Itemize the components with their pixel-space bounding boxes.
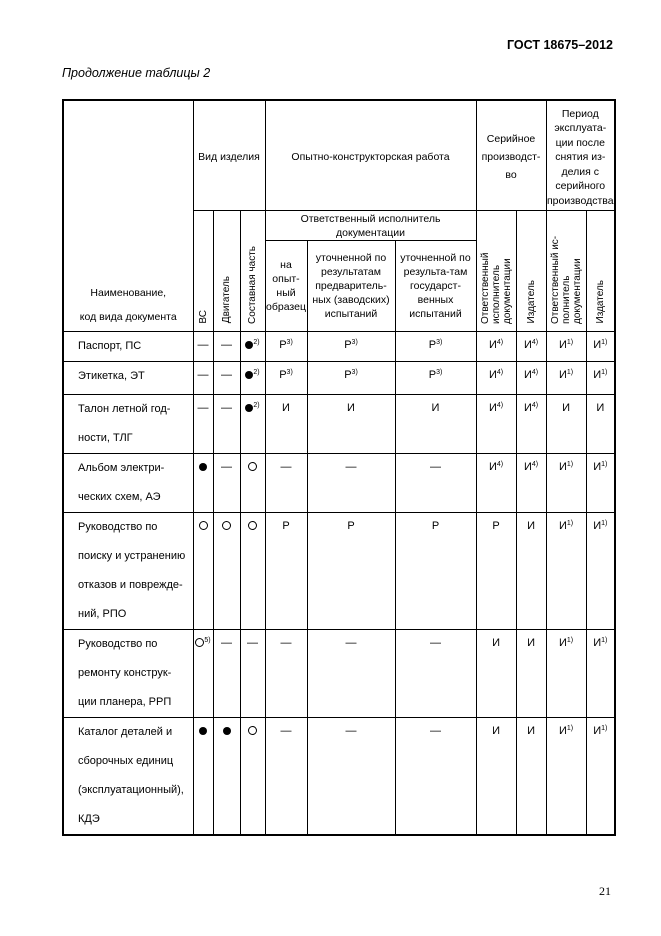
header-component: Составная часть [240,210,265,331]
row-cell [265,361,307,394]
cell-value: И [558,724,567,737]
footnote-ref: 4) [496,338,504,346]
row-cell [213,453,240,512]
footnote-ref: 1) [601,460,608,468]
row-cell [193,394,213,453]
cell-value: И [347,401,355,414]
header-ocr: Опытно-конструкторская работа [265,100,476,210]
footnote-ref: 4) [531,401,539,409]
row-cell [240,717,265,835]
cell-value: — [280,636,292,649]
row-cell [193,512,213,629]
cell-value: — [345,460,357,473]
row-cell [476,453,516,512]
cell-value: И [523,401,532,414]
row-cell [240,331,265,361]
header-vs: ВС [193,210,213,331]
cell-value: Р [428,368,437,381]
row-cell [476,629,516,717]
row-cell [586,361,615,394]
footnote-ref: 4) [531,338,539,346]
row-cell [213,717,240,835]
cell-value: И [488,460,497,473]
row-cell [307,361,395,394]
table-row [63,331,615,361]
row-cell [213,512,240,629]
cell-value: — [221,636,232,649]
row-cell [307,453,395,512]
cell-value: — [221,368,232,381]
cell-value: И [593,338,602,351]
footnote-ref: 3) [351,368,358,376]
row-cell [213,394,240,453]
header-serial-publisher: Издатель [516,210,546,331]
cell-value: Р [347,519,355,532]
footnote-ref: 4) [531,368,539,376]
row-cell [516,331,546,361]
row-cell [516,512,546,629]
row-cell [586,453,615,512]
footnote-ref: 4) [531,460,539,468]
footnote-ref: 3) [436,368,443,376]
cell-value: И [523,460,532,473]
footnote-ref: 1) [601,724,608,732]
row-cell [213,361,240,394]
empty-circle-icon [199,521,208,530]
row-cell [395,629,476,717]
row-cell [586,331,615,361]
row-name: Этикетка, ЭТ [63,361,193,394]
row-cell [395,512,476,629]
footnote-ref: 1) [566,368,574,376]
row-cell [240,453,265,512]
row-cell [240,394,265,453]
cell-value: Р [492,519,500,532]
cell-value: И [558,368,567,381]
cell-value: И [527,636,535,649]
documents-table [62,99,616,836]
row-cell [193,453,213,512]
row-cell [240,629,265,717]
footnote-ref: 4) [496,368,504,376]
footnote-ref: 1) [601,636,608,644]
cell-value: И [527,519,535,532]
footnote-ref: 4) [496,401,504,409]
cell-value: И [523,338,532,351]
cell-value: И [492,636,500,649]
cell-value: И [488,368,497,381]
footnote-ref: 1) [601,519,608,527]
row-cell [516,394,546,453]
row-cell [213,331,240,361]
footnote-ref: 1) [566,636,574,644]
cell-value: — [197,401,209,414]
row-cell [265,512,307,629]
row-name: Руководство по ремонту конструк- ции планера, РРП [63,629,193,717]
cell-value: И [562,401,570,414]
row-cell [265,453,307,512]
standard-number: ГОСТ 18675–2012 [507,38,613,52]
cell-value: Р [282,519,290,532]
row-cell [546,453,586,512]
cell-value: — [221,338,232,351]
row-cell [476,361,516,394]
header-state-tests: уточненной по результа-там государст-венных испытаний [395,240,476,331]
row-cell [516,453,546,512]
cell-value: И [558,636,567,649]
table-row [63,512,615,629]
row-cell [193,629,213,717]
footnote-ref: 1) [601,338,608,346]
row-cell [193,717,213,835]
cell-value: И [593,519,602,532]
cell-value: И [523,368,532,381]
row-cell [546,512,586,629]
footnote-ref: 4) [496,460,504,468]
cell-value: И [593,636,602,649]
row-name: Паспорт, ПС [63,331,193,361]
cell-value: Р [344,368,352,381]
row-cell [395,394,476,453]
cell-value: — [221,401,232,414]
row-cell [265,629,307,717]
header-serial-responsible: Ответственный исполнитель документации [476,210,516,331]
cell-value: — [430,724,441,737]
table-continuation-caption: Продолжение таблицы 2 [62,66,211,80]
footnote-ref: 1) [566,338,574,346]
row-cell [395,717,476,835]
header-operation-responsible: Ответственный ис-полнитель документации [546,210,586,331]
cell-value: И [431,401,440,414]
row-cell [307,394,395,453]
row-cell [586,717,615,835]
row-cell [476,717,516,835]
row-cell [395,361,476,394]
cell-value: И [527,724,535,737]
row-name: Каталог деталей и сборочных единиц (эксплуатационный), КДЭ [63,717,193,835]
header-factory-tests: уточненной по результатам предваритель-ных (заводских) испытаний [307,240,395,331]
cell-value: — [197,368,209,381]
cell-value: И [558,338,567,351]
empty-circle-icon [248,726,257,735]
cell-value: И [492,724,500,737]
row-cell [586,394,615,453]
footnote-ref: 3) [351,338,358,346]
header-operation-publisher: Издатель [586,210,615,331]
footnote-ref: 1) [566,724,574,732]
row-cell [546,331,586,361]
footnote-ref: 3) [286,368,293,376]
footnote-ref: 1) [566,519,574,527]
row-cell [395,453,476,512]
table-row [63,394,615,453]
page-number: 21 [599,884,611,898]
table-row [63,453,615,512]
row-name: Альбом электри- ческих схем, АЭ [63,453,193,512]
filled-circle-icon [223,727,231,735]
footnote-ref: 3) [436,338,443,346]
row-cell [546,629,586,717]
row-cell [193,331,213,361]
filled-circle-icon [199,463,207,471]
row-cell [586,512,615,629]
table-row [63,361,615,394]
cell-value: Р [431,519,440,532]
cell-value: — [280,724,292,737]
row-name: Руководство по поиску и устранению отказов и поврежде- ний, РПО [63,512,193,629]
row-cell [265,331,307,361]
cell-value: — [345,636,357,649]
table-row [63,629,615,717]
row-cell [546,394,586,453]
empty-circle-icon [248,462,257,471]
cell-value: — [280,460,292,473]
header-serial: Серийное производст-во [476,100,546,210]
cell-value: Р [279,338,287,351]
cell-value: И [488,338,497,351]
row-cell [586,629,615,717]
header-prototype: на опыт-ный образец [265,240,307,331]
cell-value: И [596,401,605,414]
cell-value: — [345,724,357,737]
row-cell [240,361,265,394]
header-engine: Двигатель [213,210,240,331]
footnote-ref: 2) [253,401,260,409]
cell-value: Р [279,368,287,381]
row-cell [546,717,586,835]
footnote-ref: 1) [566,460,574,468]
row-cell [307,331,395,361]
header-operation: Период эксплуата-ции после снятия из-делия с серийного производства [546,100,615,210]
footnote-ref: 3) [286,338,293,346]
row-cell [265,717,307,835]
row-cell [193,361,213,394]
cell-value: — [430,636,441,649]
footnote-ref: 1) [601,368,608,376]
empty-circle-icon [222,521,231,530]
cell-value: Р [428,338,437,351]
footnote-ref: 2) [253,368,260,376]
cell-value: И [488,401,497,414]
cell-value: Р [344,338,352,351]
cell-value: — [221,460,232,473]
header-product-type: Вид изделия [193,100,265,210]
cell-value: И [593,460,602,473]
row-cell [213,629,240,717]
row-cell [546,361,586,394]
footnote-ref: 2) [253,338,260,346]
row-cell [476,512,516,629]
cell-value: И [558,519,567,532]
row-cell [476,331,516,361]
row-cell [516,629,546,717]
cell-value: И [593,368,602,381]
cell-value: И [593,724,602,737]
row-cell [307,717,395,835]
filled-circle-icon [199,727,207,735]
cell-value: И [558,460,567,473]
cell-value: И [282,401,290,414]
row-name: Талон летной год- ности, ТЛГ [63,394,193,453]
cell-value: — [197,338,209,351]
cell-value: — [430,460,441,473]
row-cell [516,717,546,835]
row-cell [307,629,395,717]
row-cell [240,512,265,629]
row-cell [395,331,476,361]
empty-circle-icon [248,521,257,530]
row-cell [307,512,395,629]
header-responsible: Ответственный исполнитель документации [265,210,476,240]
footnote-ref: 5) [204,636,211,644]
row-cell [476,394,516,453]
table-body [63,331,615,835]
header-name: Наименование, код вида документа [63,100,193,331]
table-row [63,717,615,835]
cell-value: — [247,636,258,649]
row-cell [265,394,307,453]
row-cell [516,361,546,394]
